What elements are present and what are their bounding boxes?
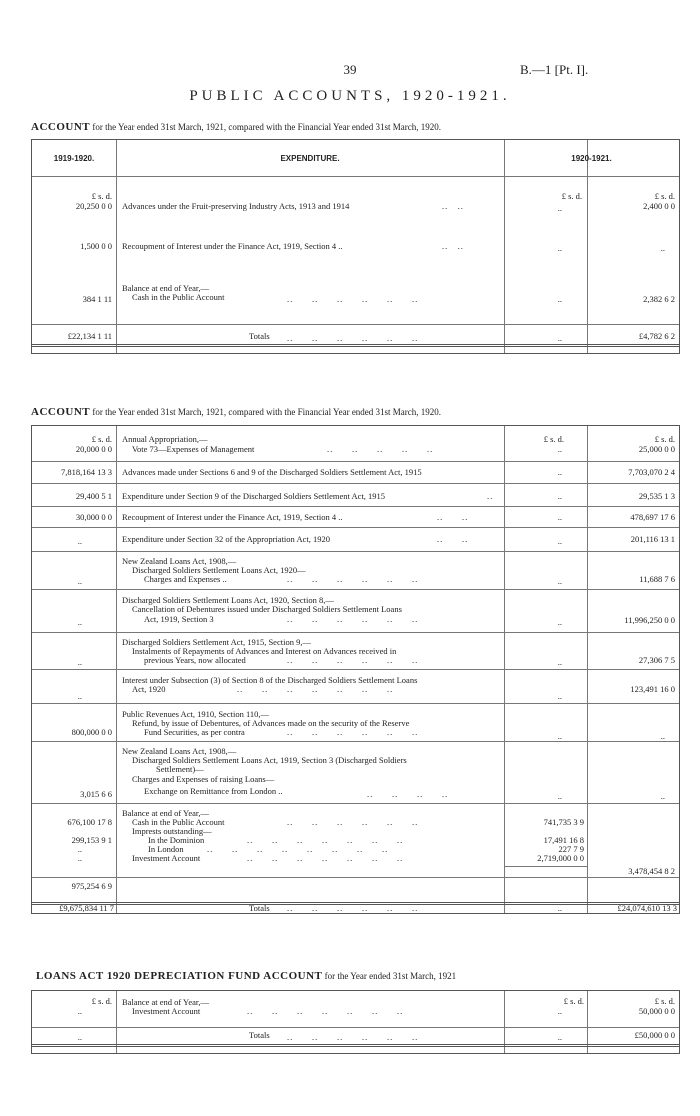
- row-prev: ..: [77, 617, 82, 627]
- balance-heading: Balance at end of Year,—: [122, 808, 209, 818]
- row-curr: 7,703,070 2 4: [628, 467, 675, 477]
- row-prev: 29,400 5 1: [75, 491, 112, 501]
- total-curr: £4,782 6 2: [638, 331, 675, 341]
- row-curr: 201,116 13 1: [630, 534, 675, 544]
- row-desc: Recoupment of Interest under the Finance Act, 1919, Section 4 ..: [122, 512, 343, 522]
- row-curr: 11,996,250 0 0: [624, 615, 675, 625]
- total-curr: £50,000 0 0: [634, 1030, 675, 1040]
- row-curr: 2,400 0 0: [643, 201, 675, 211]
- row-desc: Investment Account: [132, 1006, 201, 1016]
- page-title: PUBLIC ACCOUNTS, 1920-1921.: [189, 88, 511, 104]
- row-prev: 800,000 0 0: [71, 727, 112, 737]
- row-curr: 478,697 17 6: [630, 512, 675, 522]
- col-header-expenditure: EXPENDITURE.: [280, 154, 340, 163]
- total-prev: £9,675,834 11 7: [59, 903, 114, 913]
- row-curr: 50,000 0 0: [638, 1006, 675, 1016]
- row-curr: 29,535 1 3: [638, 491, 675, 501]
- row-prev: ..: [77, 657, 82, 667]
- total-prev: £22,134 1 11: [67, 331, 112, 341]
- total-prev: ..: [77, 1032, 82, 1042]
- account2-title: ACCOUNT for the Year ended 31st March, 1921, compared with the Financial Year ended 31st March, 1920.: [31, 406, 442, 418]
- account1-table: 1919-1920. EXPENDITURE. 1920-1921. £ s. d. £ s. d. £ s. d. 20,250 0 0 Advances under the Fruit-preserving Industry Acts, 1913 and 1914 .. .. .. 2,400 0 0 1,500 0 0 Recoupment of Interest under the Finance Act, 1919, Section 4 .. .. .. .. .. Balance at end of Year,— 384 1 11 Cash in the Public Account .. .. .. .. .. .. .. 2,382 6 2 £22,134 1 11 Totals .. .. .. .. .. .. .. £4,782 6 2: [31, 139, 680, 354]
- row-curr: 11,688 7 6: [639, 574, 675, 584]
- row-desc: Cash in the Public Account: [132, 292, 225, 302]
- totals-label: Totals: [249, 903, 270, 913]
- row-desc: Recoupment of Interest under the Finance Act, 1919, Section 4 ..: [122, 241, 343, 251]
- row-desc: Act, 1919, Section 3: [144, 614, 214, 624]
- account3-table: £ s. d. £ s. d. £ s. d. Balance at end of Year,— .. Investment Account .. .. .. .. .. .. .. .. 50,000 0 0 .. Totals .. .. .. .. .. .. .. £50,000 0 0: [31, 990, 680, 1054]
- total-curr: £24,074,610 13 3: [617, 903, 677, 913]
- row-prev: ..: [77, 1006, 82, 1016]
- row-prev: 3,015 6 6: [80, 789, 112, 799]
- row-desc: Exchange on Remittance from London ..: [144, 786, 283, 796]
- account1-title: ACCOUNT for the Year ended 31st March, 1921, compared with the Financial Year ended 31st March, 1920.: [31, 121, 442, 133]
- col-header-1919: 1919-1920.: [53, 154, 95, 163]
- totals-label: Totals: [249, 1030, 270, 1040]
- row-prev: ..: [77, 536, 82, 546]
- account3-title: LOANS ACT 1920 DEPRECIATION FUND ACCOUNT for the Year ended 31st March, 1921: [36, 970, 457, 982]
- row-desc: Fund Securities, as per contra: [144, 727, 245, 737]
- row-prev: 7,818,164 13 3: [61, 467, 112, 477]
- row-desc: previous Years, now allocated: [144, 655, 246, 665]
- row-curr: 123,491 16 0: [630, 684, 675, 694]
- row-desc: Charges and Expenses ..: [144, 574, 227, 584]
- row-curr: 27,306 7 5: [638, 655, 675, 665]
- row-desc: Expenditure under Section 9 of the Discharged Soldiers Settlement Act, 1915: [122, 491, 386, 501]
- row-prev: ..: [77, 576, 82, 586]
- row-desc: Vote 73—Expenses of Management: [132, 444, 255, 454]
- document-reference: B.—1 [Pt. I].: [520, 62, 589, 77]
- row-desc: Act, 1920: [132, 684, 166, 694]
- row-desc: Advances under the Fruit-preserving Industry Acts, 1913 and 1914: [122, 201, 350, 211]
- row-prev: 30,000 0 0: [75, 512, 112, 522]
- row-prev: 20,250 0 0: [75, 201, 112, 211]
- row-curr: 25,000 0 0: [638, 444, 675, 454]
- row-prev: 1,500 0 0: [80, 241, 112, 251]
- balance-subtotal-curr: 3,478,454 8 2: [628, 866, 675, 876]
- col-header-1920: 1920-1921.: [571, 154, 612, 163]
- row-desc: Advances made under Sections 6 and 9 of the Discharged Soldiers Settlement Act, 1915: [122, 467, 422, 477]
- row-curr: 2,382 6 2: [643, 294, 675, 304]
- row-prev: ..: [77, 691, 82, 701]
- row-prev: 384 1 11: [82, 294, 112, 304]
- balance-subtotal-prev: 975,254 6 9: [71, 881, 112, 891]
- row-prev: 20,000 0 0: [75, 444, 112, 454]
- account2-table: £ s. d. £ s. d. £ s. d. Annual Appropriation,— 20,000 0 0 Vote 73—Expenses of Management .. .. .. .. .. .. 25,000 0 0 7,818,164 13 3 Advances made under Sections 6 and 9 of the Discharged Soldiers Settlement Act, 1915 .. 7,703,070 2 4 29,400 5 1 Expenditure under Section 9 of the Discharged Soldiers Settlement Act, 1915 .. .. 29,535 1 3 30,000 0 0 Recoupment of Interest under the Finance Act, 1919, Section 4 .. .. .. .. 478,697 17 6 .. Expenditure under Section 32 of the Appropriation Act, 1920 .. .. .. 201,116 13 1 New Zealand Loans Act, 1908,— Discharged Soldiers Settlement Loans Act, 1920— .. Charges and Expenses .. .. .. .. .. .. .. .. 11,688 7 6 Discharged Soldiers Settlement Loans Act, 1920, Section 8,— Cancellation of Debentures issued under Discharged Soldiers Settlement Loans .. Act, 1919, Section 3 .. .. .. .. .. .. .. 11,996,250 0 0 Discharged Soldiers Settlement Act, 1915, Section 9,— Instalments of Repayments of Advances and Interest on Advances received in .. previous Years, now allocated .. .. .. .. .. .. .. 27,306 7 5 Interest under Subsection (3) of Section 8 of the Discharged Soldiers Settlement Loans .. Act, 1920 .. .. .. .. .. .. .. .. 123,491 16 0 Public Revenues Act, 1910, Section 110,— Refund, by issue of Debentures, of Advances made on the security of the Reserve 800,000 0 0 Fund Securities, as per contra .. .. .. .. .. .. .. .. New Zealand Loans Act, 1908,— Discharged Soldiers Settlement Loans Act, 1919, Section 3 (Discharged Soldiers Settlement)— Charges and Expenses of raising Loans— 3,015 6 6 Exchange on Remittance from London .. .. .. .. .. .. .. Balance at end of Year,— 676,100 17 8 Cash in the Public Account .. .. .. .. .. .. 741,735 3 9 Imprests outstanding— 299,153 9 1 In the Dominion .. .. .. .. .. .. .. 17,491 16 8 .. In London .. .. .. .. .. .. .. .. 227 7 9 .. Investment Account .. .. .. .. .. .. .. 2,719,000 0 0 3,478,454 8 2 975,254 6 9 £9,675,834 11 7 Totals .. .. .. .. .. .. .. £24,074,610 13 3: [31, 425, 680, 914]
- row-desc: Expenditure under Section 32 of the Appropriation Act, 1920: [122, 534, 330, 544]
- page-number: 39: [343, 62, 357, 77]
- totals-label: Totals: [249, 331, 270, 341]
